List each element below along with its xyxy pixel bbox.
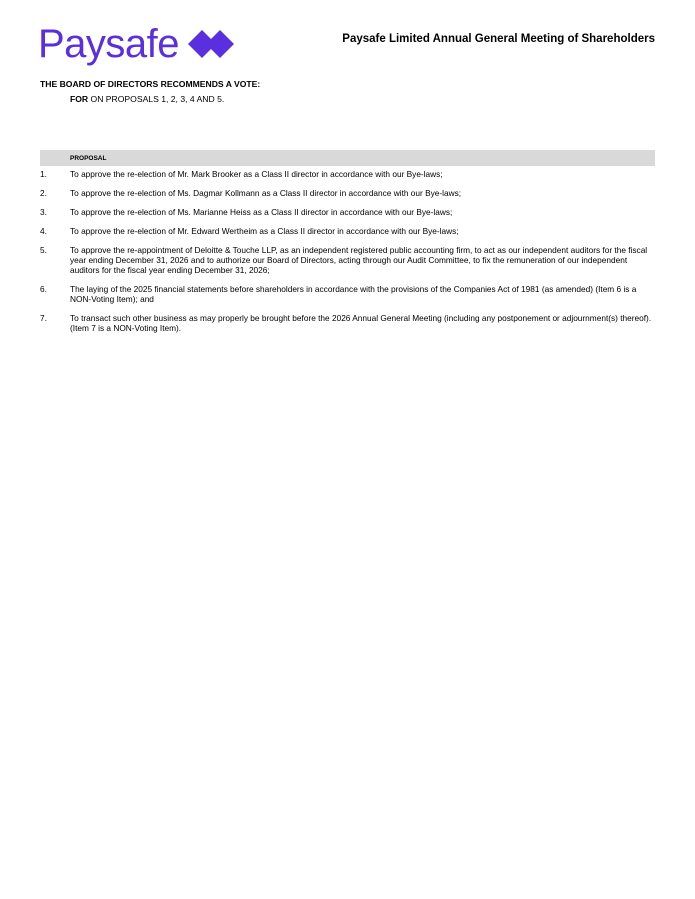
proposal-list [40, 169, 655, 342]
proposal-table-header [40, 150, 655, 166]
proposal-row [40, 169, 655, 179]
proposal-text: To approve the re-election of Ms. Marianne Heiss as a Class II director in accordance with our Bye-laws; [70, 207, 453, 217]
document-title: Paysafe Limited Annual General Meeting of Shareholders [342, 33, 655, 45]
proposal-number: 4. [40, 226, 47, 236]
vote-recommendation [70, 94, 224, 104]
proposal-number: 1. [40, 169, 47, 179]
proposal-text: To transact such other business as may properly be brought before the 2026 Annual General Meeting (including any postponement or adjournment(s) thereof). (Item 7 is a NON-Voting Item). [70, 313, 652, 333]
proposal-text: To approve the re-election of Ms. Dagmar Kollmann as a Class II director in accordance with our Bye-laws; [70, 188, 462, 198]
proposal-text: To approve the re-appointment of Deloitte & Touche LLP, as an independent registered public accounting firm, to act as our independent auditors for the fiscal year ending December 31, 2026 and to authorize our Board of Directors, acting through our Audit Committee, to fix the remuneration of our independent auditors for the fiscal year ending December 31, 2026; [70, 245, 648, 275]
proposal-text: The laying of the 2025 financial statements before shareholders in accordance with the provisions of the Companies Act of 1981 (as amended) (Item 6 is a NON-Voting Item); and [70, 284, 637, 304]
board-recommendation-heading: THE BOARD OF DIRECTORS RECOMMENDS A VOTE: [40, 79, 261, 89]
proposal-row [40, 188, 655, 198]
paysafe-logo [38, 22, 234, 66]
proposal-number: 2. [40, 188, 47, 198]
proposal-row [40, 313, 655, 333]
vote-for-label: FOR [70, 94, 89, 104]
proposal-row [40, 284, 655, 304]
proposal-row [40, 207, 655, 217]
proposal-number: 7. [40, 313, 47, 323]
proposal-text: To approve the re-election of Mr. Edward Wertheim as a Class II director in accordance with our Bye-laws; [70, 226, 459, 236]
proposal-text: To approve the re-election of Mr. Mark Brooker as a Class II director in accordance with our Bye-laws; [70, 169, 443, 179]
logo-text: Paysafe [38, 22, 180, 66]
proposal-row [40, 226, 655, 236]
proposal-header-label: PROPOSAL [70, 155, 107, 162]
double-diamond-icon [188, 29, 234, 59]
proposal-number: 5. [40, 245, 47, 255]
proposal-number: 3. [40, 207, 47, 217]
vote-proposals-text: ON PROPOSALS 1, 2, 3, 4 AND 5. [88, 94, 225, 104]
proposal-row [40, 245, 655, 275]
proposal-number: 6. [40, 284, 47, 294]
